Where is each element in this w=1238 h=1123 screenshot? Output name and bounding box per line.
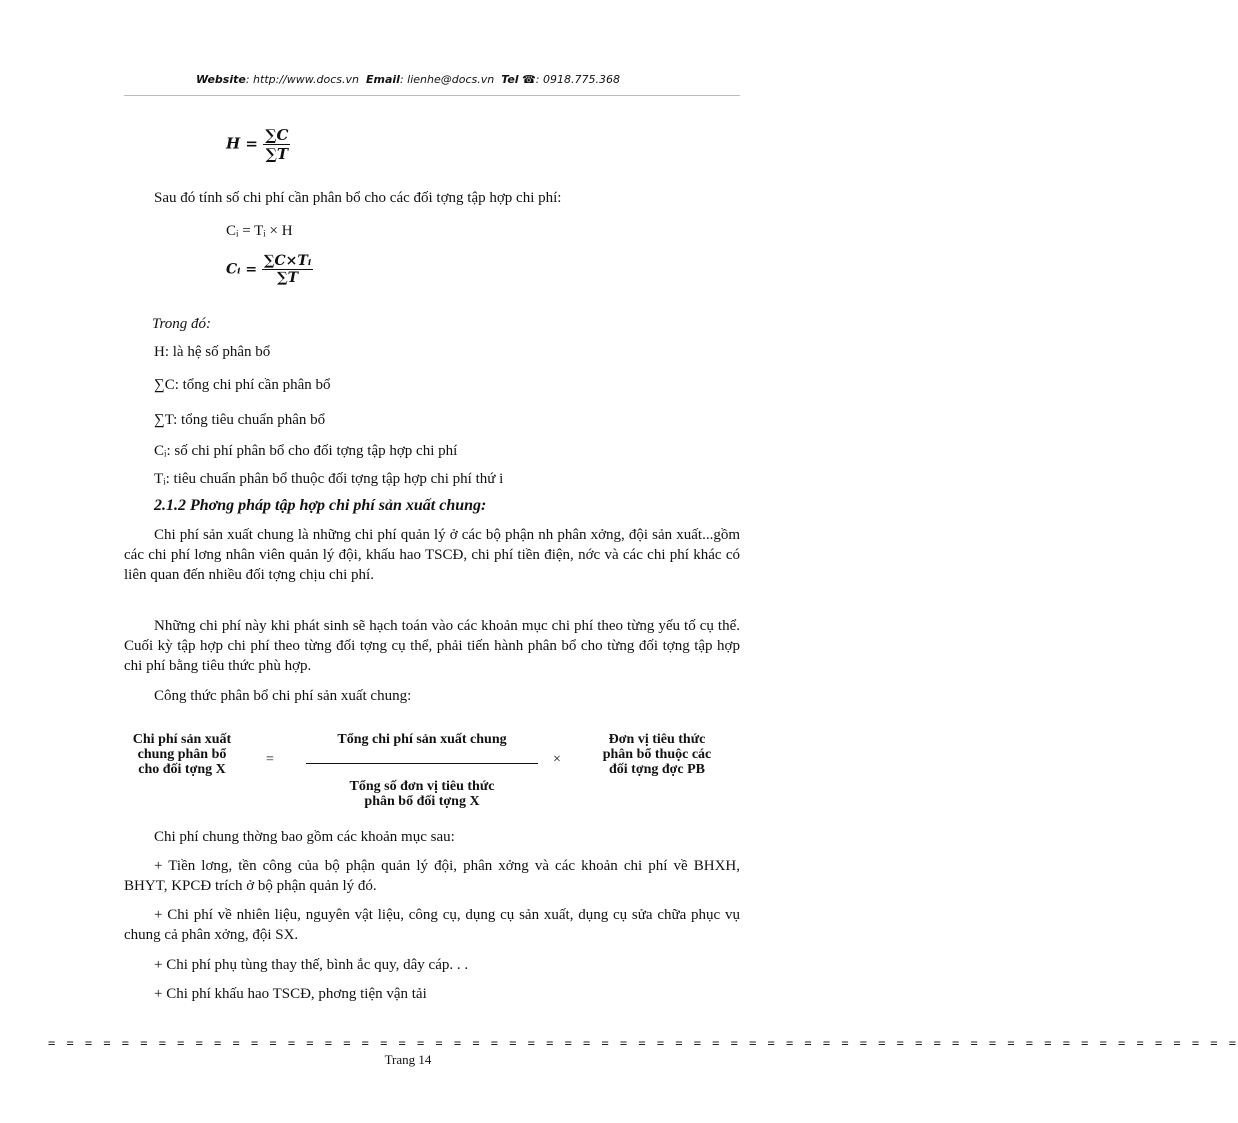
section-heading: 2.1.2 Phơng pháp tập hợp chi phí sản xuất chung: (154, 497, 487, 514)
formula-h-fraction (263, 126, 290, 163)
allocation-denominator (300, 779, 544, 809)
definition-item: ∑T: tổng tiêu chuẩn phân bổ (154, 412, 326, 428)
formula-ci-lhs: Cᵢ = (226, 261, 258, 278)
paragraph: Những chi phí này khi phát sinh sẽ hạch toán vào các khoản mục chi phí theo từng yếu tố cụ thể. Cuối kỳ tập hợp chi phí theo từng đối tợng cụ thể, phải tiến hành phân bổ cho từng đối tợng tập hợp chi phí bằng tiêu thức phù hợp. (124, 618, 740, 674)
allocation-times: × (553, 752, 561, 767)
website-label: Website (196, 73, 246, 86)
paragraph: Công thức phân bổ chi phí sản xuất chung: (154, 688, 412, 704)
page-header (0, 73, 816, 86)
paragraph: Chi phí sản xuất chung là những chi phí quản lý ở các bộ phận nh phân xởng, đội sản xuất...gồm các chi phí lơng nhân viên quản lý đội, khấu hao TSCĐ, chi phí tiền điện, nớc và các chi phí khác có liên quan đến nhiều đối tợng chịu chi phí. (124, 527, 740, 583)
allocation-rhs-line: Đơn vị tiêu thức (608, 732, 706, 747)
allocation-lhs-line: Chi phí sản xuất (132, 732, 232, 747)
allocation-equals: = (266, 752, 274, 767)
allocation-numerator: Tổng chi phí sản xuất chung (337, 732, 507, 747)
intro-text: Sau đó tính số chi phí cần phân bổ cho các đối tợng tập hợp chi phí: (154, 190, 562, 206)
allocation-lhs (112, 732, 252, 777)
where-label: Trong đó: (152, 316, 212, 332)
formula-ci-fraction (262, 253, 313, 286)
email-value: : lienhe@docs.vn (399, 73, 495, 86)
formula-h-denominator: ∑T (265, 145, 289, 163)
list-item: + Tiền lơng, tền công của bộ phận quản lý đội, phân xởng và các khoản chi phí về BHXH, BHYT, KPCĐ trích ở bộ phận quản lý đó. (124, 858, 740, 894)
list-item: + Chi phí phụ tùng thay thế, bình ắc quy, dây cáp. . . (154, 957, 469, 973)
allocation-rhs (582, 732, 732, 777)
allocation-fraction-bar (306, 763, 538, 764)
page-number: Trang 14 (384, 1052, 432, 1067)
list-intro: Chi phí chung thờng bao gồm các khoản mục sau: (154, 829, 455, 845)
allocation-lhs-line: chung phân bổ (137, 747, 227, 762)
formula-ci-denominator: ∑T (277, 270, 299, 286)
definition-item: ∑C: tổng chi phí cần phân bổ (154, 377, 331, 393)
formula-ci (226, 253, 313, 286)
definition-item: Tᵢ: tiêu chuẩn phân bổ thuộc đối tợng tập hợp chi phí thứ i (154, 471, 504, 487)
allocation-rhs-line: đối tợng đợc PB (608, 762, 706, 777)
email-label: Email (366, 73, 400, 86)
allocation-lhs-line: cho đối tợng X (138, 762, 226, 777)
definition-item: H: là hệ số phân bổ (154, 344, 271, 360)
allocation-denominator-line: Tổng số đơn vị tiêu thức (349, 779, 495, 794)
allocation-rhs-line: phân bổ thuộc các (602, 747, 712, 762)
list-item: + Chi phí về nhiên liệu, nguyên vật liệu, công cụ, dụng cụ sản xuất, dụng cụ sửa chữa phục vụ chung cả phân xởng, đội SX. (124, 907, 740, 943)
tel-value: : 0918.775.368 (535, 73, 620, 86)
header-rule (124, 95, 740, 96)
footer-separator: = = = = = = = = = = = = = = = = = = = = = = = = = = = = = = = = = = = = = = = = = = = = = = = = = = = = = = = = = = = = = = = = = (48, 1036, 1238, 1050)
definition-item: Cᵢ: số chi phí phân bổ cho đối tợng tập hợp chi phí (154, 443, 458, 459)
formula-h (226, 126, 290, 163)
formula-ci-numerator: ∑C×Tᵢ (263, 253, 312, 269)
allocation-denominator-line: phân bổ đối tợng X (364, 794, 480, 809)
list-item: + Chi phí khấu hao TSCĐ, phơng tiện vận tải (154, 986, 427, 1002)
formula-ci-line: Cᵢ = Tᵢ × H (226, 223, 293, 239)
formula-h-numerator: ∑C (265, 126, 289, 144)
tel-label: Tel (501, 73, 519, 86)
website-value: : http://www.docs.vn (245, 73, 360, 86)
formula-h-lhs: H = (226, 134, 258, 153)
phone-icon: ☎ (522, 73, 536, 86)
